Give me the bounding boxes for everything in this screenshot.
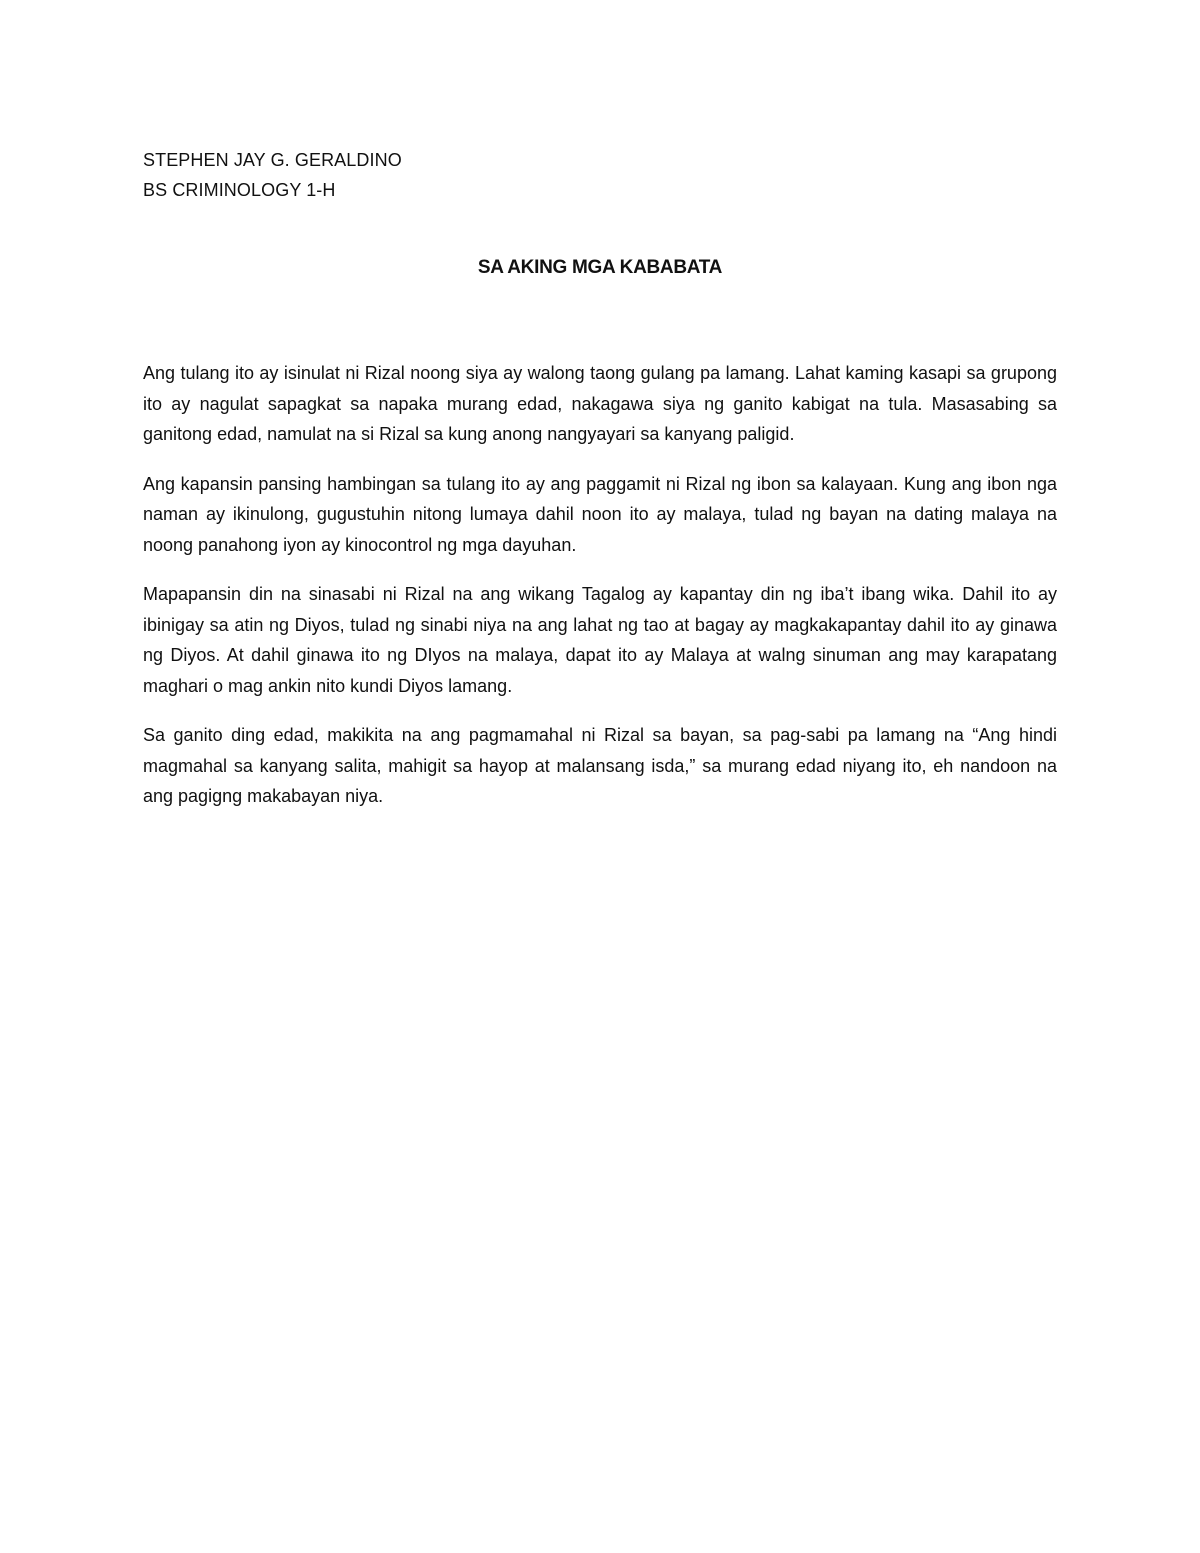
- document-body: [143, 358, 1057, 831]
- paragraph: Sa ganito ding edad, makikita na ang pagmamahal ni Rizal sa bayan, sa pag-sabi pa lamang na “Ang hindi magmahal sa kanyang salita, mahigit sa hayop at malansang isda,” sa murang edad niyang ito, eh nandoon na ang pagigng makabayan niya.: [143, 725, 1057, 806]
- author-block: [143, 145, 402, 205]
- course-section: BS CRIMINOLOGY 1-H: [143, 180, 336, 200]
- paragraph: Ang tulang ito ay isinulat ni Rizal noong siya ay walong taong gulang pa lamang. Lahat kaming kasapi sa grupong ito ay nagulat sapagkat sa napaka murang edad, nakagawa siya ng ganito kabigat na tula. Masasabing sa ganitong edad, namulat na si Rizal sa kung anong nangyayari sa kanyang paligid.: [143, 363, 1057, 444]
- document-title: SA AKING MGA KABABATA: [477, 257, 723, 278]
- author-name: STEPHEN JAY G. GERALDINO: [143, 150, 402, 170]
- paragraph: Ang kapansin pansing hambingan sa tulang ito ay ang paggamit ni Rizal ng ibon sa kalayaan. Kung ang ibon nga naman ay ikinulong, gugustuhin nitong lumaya dahil noon ito ay malaya, tulad ng bayan na dating malaya na noong panahong iyon ay kinocontrol ng mga dayuhan.: [143, 473, 1057, 555]
- paragraph: Mapapansin din na sinasabi ni Rizal na ang wikang Tagalog ay kapantay din ng iba’t ibang wika. Dahil ito ay ibinigay sa atin ng Diyos, tulad ng sinabi niya na ang lahat ng tao at bagay ay magkakapantay dahil ito ay ginawa ng Diyos. At dahil ginawa ito ng DIyos na malaya, dapat ito ay Malaya at walng sinuman ang may karapatang maghari o mag ankin nito kundi Diyos lamang.: [143, 584, 1057, 696]
